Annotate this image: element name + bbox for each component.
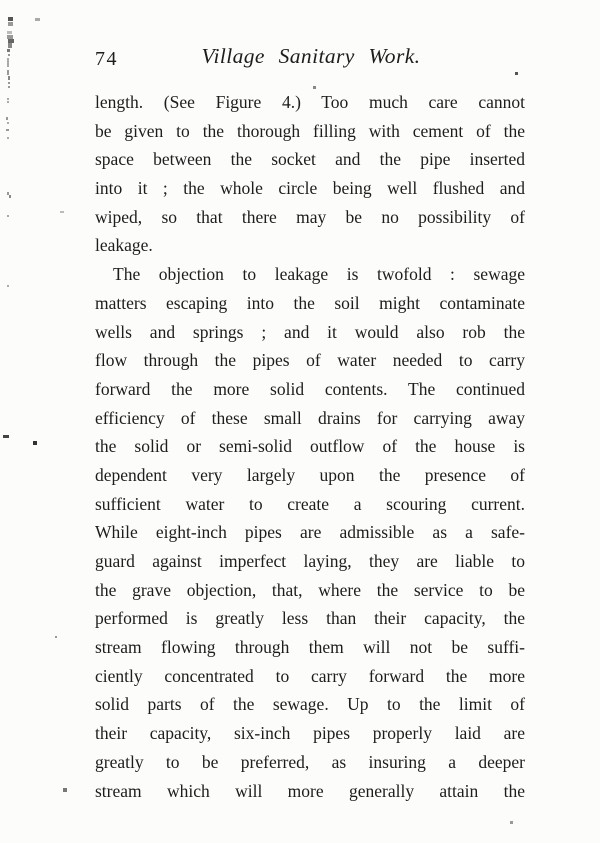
text-line: While eight-inch pipes are admissible as a safe- [95,522,525,543]
scan-speck [6,129,9,131]
text-line: forward the more solid contents. The continued [95,378,525,399]
text-line: length. (See Figure 4.) Too much care cannot [95,92,525,112]
text-line: dependent very largely upon the presence of [95,464,525,485]
text-line: The objection to leakage is twofold : sewage [113,264,525,285]
scan-speck [7,49,10,52]
running-header-title: Village Sanitary Work. [201,44,421,68]
scan-speck [8,86,10,88]
scan-speck [33,441,37,445]
text-line: greatly to be preferred, as insuring a deeper [95,751,525,772]
text-line: into it ; the whole circle being well flushed and [95,178,525,199]
scan-speck [55,636,57,638]
scan-speck [3,435,9,438]
scan-speck [7,98,9,100]
scan-speck [7,122,9,124]
scan-speck [510,821,513,824]
scan-speck [7,137,9,139]
scan-speck [35,18,40,21]
text-line: their capacity, six-inch pipes properly laid are [95,723,525,744]
scan-speck [8,22,13,26]
text-line: stream flowing through them will not be suffi- [95,637,525,658]
scan-speck [9,195,11,198]
page-body [95,88,525,805]
scan-speck [8,54,10,56]
scan-speck [7,101,9,103]
page-number: 74 [95,48,118,70]
text-line: wiped, so that there may be no possibility of [95,206,525,227]
text-line: the grave objection, that, where the service to be [95,579,525,600]
text-line: the solid or semi-solid outflow of the house is [95,436,525,457]
text-line: be given to the thorough filling with cement of the [95,120,525,141]
text-line: leakage. [95,235,153,256]
text-line: efficiency of these small drains for carrying away [95,407,525,428]
text-line: ciently concentrated to carry forward the more [95,665,525,686]
scan-speck [8,76,10,80]
text-line: sufficient water to create a scouring current. [95,493,525,514]
scan-speck [6,117,8,120]
scan-speck [8,17,13,21]
scan-speck [7,285,9,287]
text-line: matters escaping into the soil might contaminate [95,292,525,313]
scan-speck [7,192,9,195]
scan-speck [7,35,13,39]
scan-speck [8,39,14,43]
text-line: wells and springs ; and it would also rob the [95,321,525,342]
text-line: flow through the pipes of water needed to carry [95,350,525,371]
scan-speck [7,31,12,34]
text-line: stream which will more generally attain the [95,780,525,801]
scan-speck [8,43,12,48]
text-line: performed is greatly less than their capacity, the [95,608,525,629]
scan-speck [7,58,9,67]
scan-speck [515,72,518,75]
text-line: solid parts of the sewage. Up to the limit of [95,694,525,715]
scan-speck [8,82,10,84]
scan-speck [7,215,9,217]
text-line: guard against imperfect laying, they are liable to [95,551,525,571]
scan-speck [7,70,9,75]
scan-speck [63,788,67,792]
scan-speck [60,211,64,213]
text-line: space between the socket and the pipe inserted [95,149,525,170]
